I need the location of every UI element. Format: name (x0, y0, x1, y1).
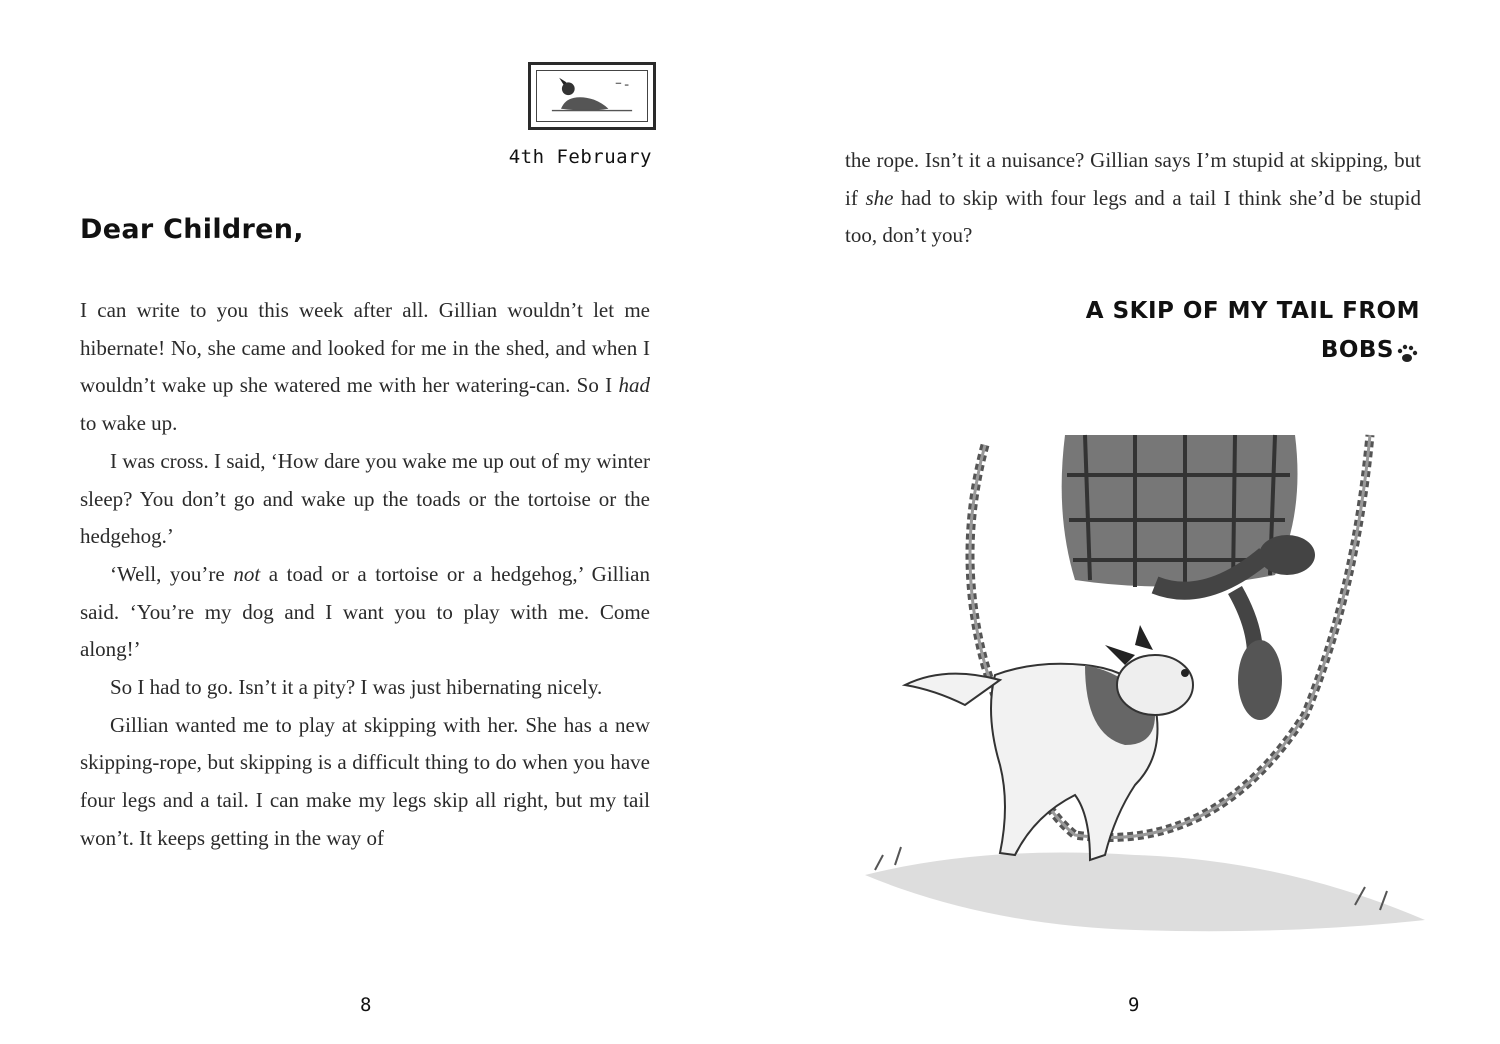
signoff-line-2: BOBS (1086, 331, 1420, 370)
dog-skipping-rope-illustration (835, 415, 1435, 950)
letter-salutation: Dear Children, (80, 214, 304, 245)
framed-dog-picture-icon (528, 62, 656, 130)
letter-date: 4th February (508, 146, 652, 168)
paragraph-continued: the rope. Isn’t it a nuisance? Gillian says I’m stupid at skipping, but if she had to skip with four legs and a tail I think she’d be stupid too, don’t you? (845, 148, 1421, 248)
page-number-right: 9 (1128, 994, 1140, 1016)
right-body-text (845, 142, 1421, 255)
right-page (750, 0, 1500, 1044)
paragraph-5: Gillian wanted me to play at skipping with her. She has a new skipping-rope, but skipping is a difficult thing to do when you have four legs and a tail. I can make my legs skip all right, but my tail won’t. It keeps getting in the way of (80, 712, 650, 850)
signoff-line-1: A SKIP OF MY TAIL FROM (1085, 298, 1420, 324)
paragraph-3: ‘Well, you’re not a toad or a tortoise or a hedgehog,’ Gillian said. ‘You’re my dog and I want you to play with me. Come along!’ (80, 561, 650, 662)
letter-signoff (1086, 292, 1420, 370)
paragraph-2: I was cross. I said, ‘How dare you wake me up out of my winter sleep? You don’t go and wake up the toads or the tortoise or the hedgehog.’ (80, 448, 650, 549)
paragraph-1: I can write to you this week after all. Gillian wouldn’t let me hibernate! No, she came and looked for me in the shed, and when I wouldn’t wake up she watered me with her watering-can. So I had to wake up. (80, 298, 650, 436)
left-body-text (80, 292, 650, 858)
paragraph-4: So I had to go. Isn’t it a pity? I was just hibernating nicely. (110, 675, 603, 700)
paw-print-icon (1394, 341, 1420, 367)
page-number-left: 8 (360, 994, 372, 1016)
